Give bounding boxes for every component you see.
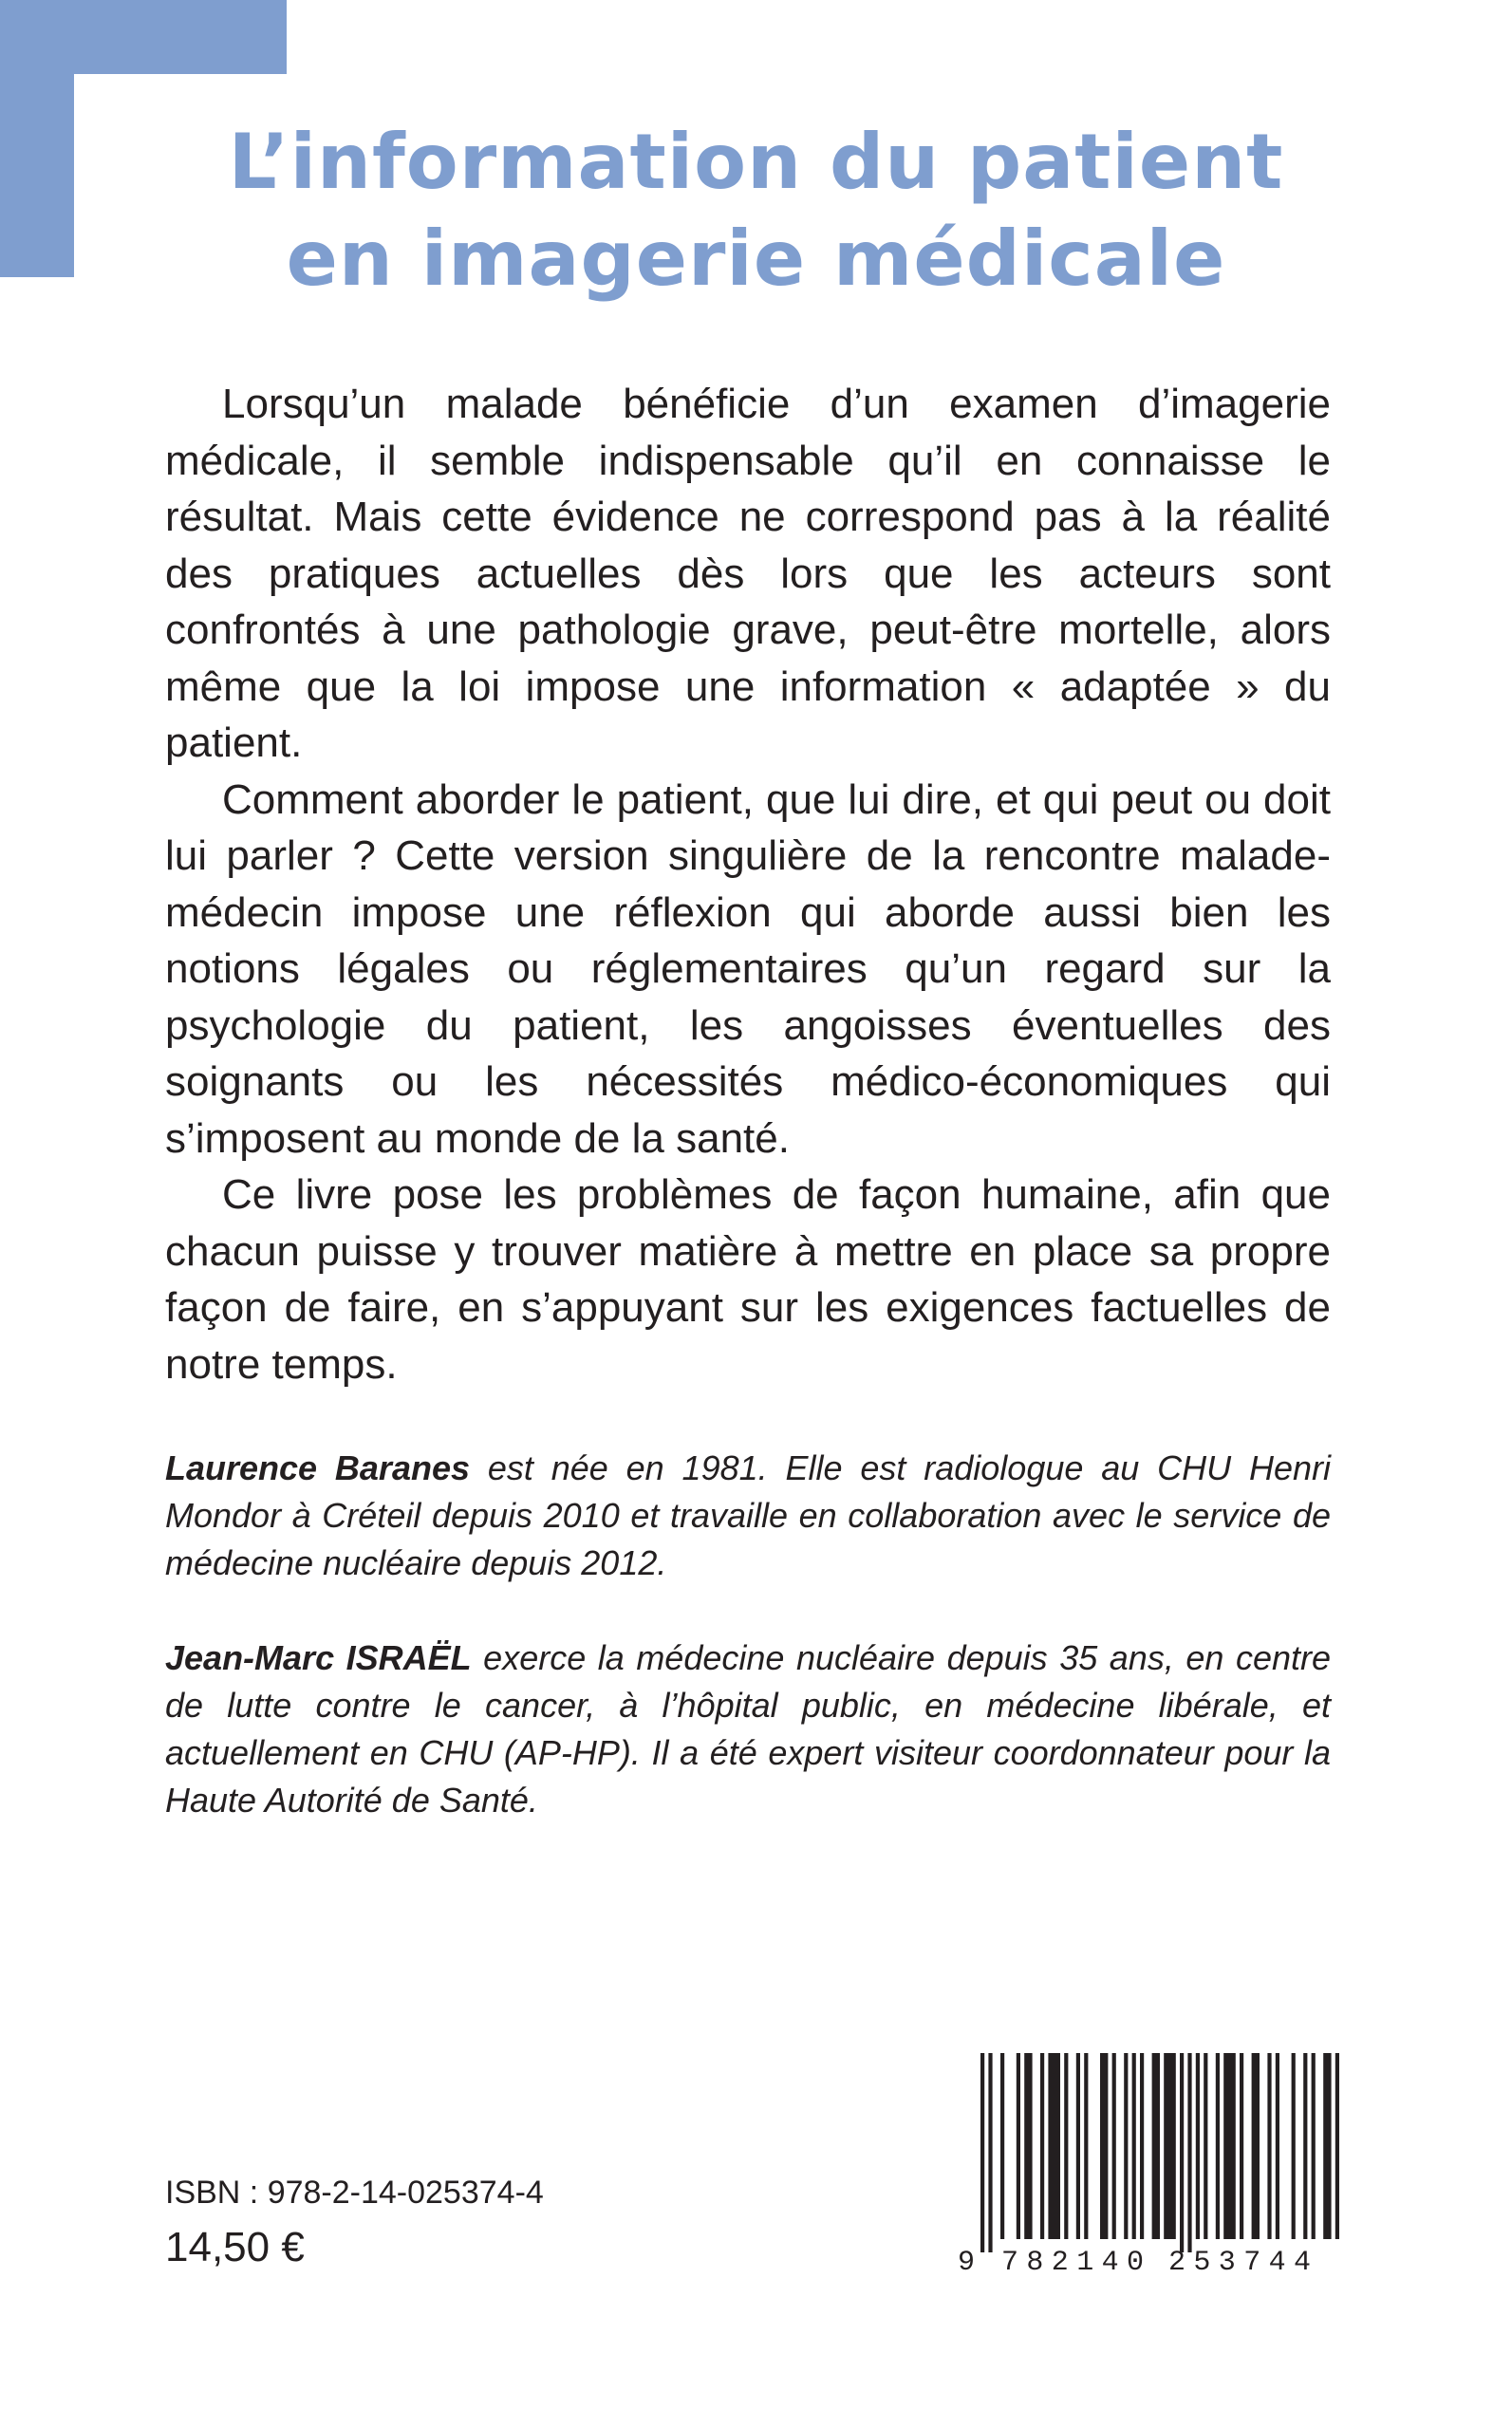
barcode-bar <box>1084 2053 1088 2239</box>
description-paragraph-3: Ce livre pose les problèmes de façon humaine, afin que chacun puisse y trouver matière à mettre en place sa propre façon de faire, en s’appuyant sur les exigences factuelles de notre temps. <box>165 1171 1331 1388</box>
barcode-bar <box>1223 2053 1236 2239</box>
barcode-bar <box>1240 2053 1243 2239</box>
barcode-bar <box>1000 2053 1004 2239</box>
barcode-bar <box>1064 2053 1068 2239</box>
barcode-bar <box>1024 2053 1032 2239</box>
barcode-bar <box>1196 2053 1200 2239</box>
barcode-bar <box>1312 2053 1316 2239</box>
author-name-1: Laurence Baranes <box>165 1448 471 1487</box>
author-bio-text-2: exerce la médecine nucléaire depuis 35 ans, en centre de lutte contre le cancer, à l’hôpital public, en médecine libérale, et actuellement en CHU (AP-HP). Il a été expert visiteur coordonnateur pour la Haute Autorité de Santé. <box>165 1638 1331 1820</box>
book-title-line-2: en imagerie médicale <box>286 215 1226 303</box>
book-title-line-1: L’information du patient <box>228 118 1284 206</box>
book-description <box>165 376 1331 1392</box>
author-bio-text-1: est née en 1981. Elle est radiologue au CHU Henri Mondor à Créteil depuis 2010 et travaille en collaboration avec le service de médecine nucléaire depuis 2012. <box>165 1448 1332 1582</box>
barcode-bar <box>1152 2053 1160 2239</box>
barcode-bar <box>1303 2053 1307 2239</box>
barcode-bar <box>1204 2053 1207 2239</box>
isbn-barcode <box>952 2053 1343 2277</box>
barcode-bar <box>1267 2053 1271 2239</box>
barcode-bar <box>1323 2053 1331 2239</box>
barcode-bar <box>1335 2053 1339 2239</box>
barcode-bar <box>1216 2053 1220 2239</box>
author-bios <box>165 1445 1331 1872</box>
price-label: 14,50 € <box>165 2224 305 2270</box>
barcode-bar <box>1124 2053 1128 2239</box>
barcode-bar <box>1100 2053 1108 2239</box>
barcode-lead-digit: 9 <box>958 2247 976 2277</box>
description-paragraph-2: Comment aborder le patient, que lui dire, et qui peut ou doit lui parler ? Cette version singulière de la rencontre malade-médecin impose une réflexion qui aborde aussi bien les notions légales ou réglementaires qu’un regard sur la psychologie du patient, les angoisses éventuelles des soignants ou les nécessités médico-économiques qui s’imposent au monde de la santé. <box>165 775 1331 1162</box>
barcode-bar <box>1187 2053 1191 2252</box>
book-title <box>123 114 1389 308</box>
barcode-bar <box>1180 2053 1184 2252</box>
barcode-bar <box>980 2053 984 2252</box>
barcode-bar <box>1017 2053 1020 2239</box>
barcode-bars <box>980 2053 1339 2252</box>
barcode-bar <box>1140 2053 1144 2239</box>
barcode-bar <box>1040 2053 1044 2239</box>
barcode-bar <box>1076 2053 1080 2239</box>
barcode-left-digits: 782140 <box>1001 2247 1144 2277</box>
author-name-2: Jean-Marc ISRAËL <box>165 1638 472 1677</box>
author-bio-2 <box>165 1634 1331 1824</box>
author-bio-1 <box>165 1445 1331 1587</box>
barcode-bar <box>1112 2053 1116 2239</box>
barcode-bar <box>1252 2053 1260 2239</box>
barcode-bar <box>1164 2053 1176 2239</box>
barcode-bar <box>1292 2053 1296 2239</box>
barcode-bar <box>1048 2053 1060 2239</box>
barcode-bar <box>1132 2053 1136 2239</box>
isbn-label: ISBN : 978-2-14-025374-4 <box>165 2175 544 2211</box>
barcode-bar <box>1276 2053 1279 2239</box>
barcode-bar <box>988 2053 992 2252</box>
barcode-right-digits: 253744 <box>1168 2247 1311 2277</box>
description-paragraph-1: Lorsqu’un malade bénéficie d’un examen d’imagerie médicale, il semble indispensable qu’il en connaisse le résultat. Mais cette évidence ne correspond pas à la réalité des pratiques actuelles dès lors que les acteurs sont confrontés à une pathologie grave, peut-être mortelle, alors même que la loi impose une information « adaptée » du patient. <box>165 381 1331 766</box>
